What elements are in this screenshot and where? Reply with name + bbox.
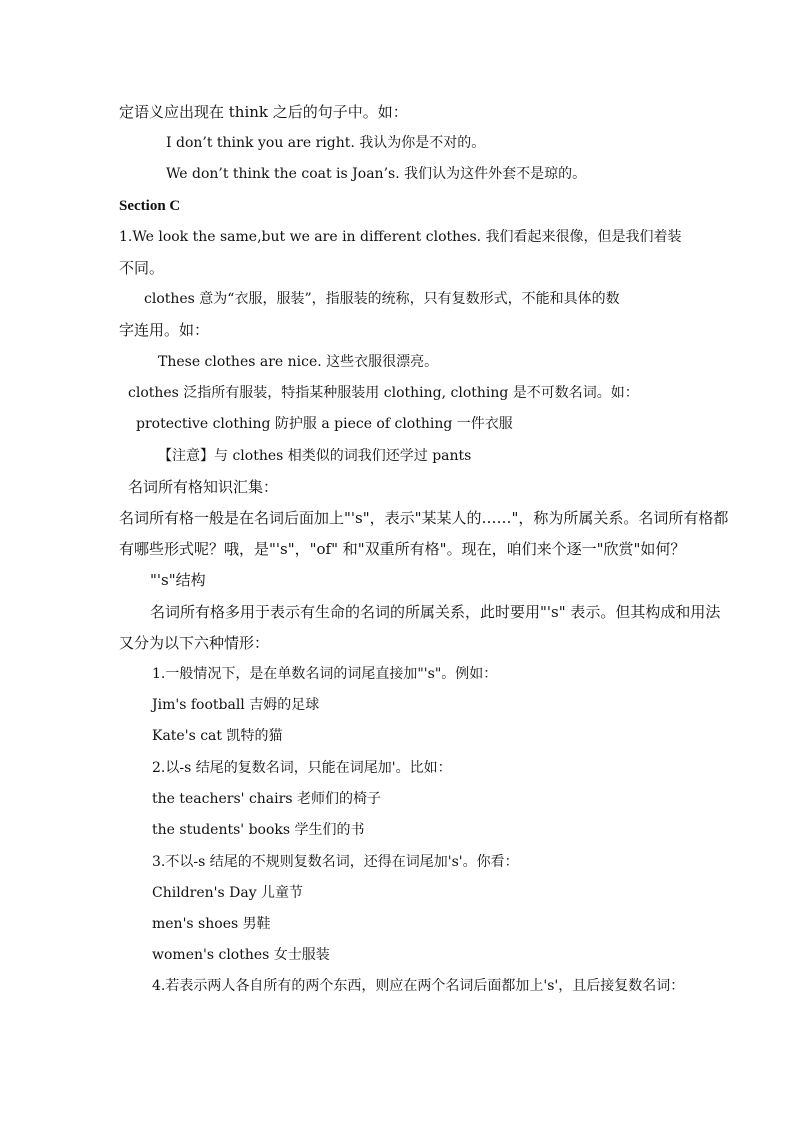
topic-heading: 名词所有格知识汇集： [128,478,279,496]
rule-line: 2.以-s 结尾的复数名词，只能在词尾加'。比如： [152,760,452,776]
section-heading: Section C [119,198,181,214]
example-sentence: I don’t think you are right. 我认为你是不对的。 [166,135,486,151]
subheading-line: "'s"结构 [150,571,206,589]
paragraph-line: clothes 泛指所有服装，特指某种服装用 clothing, clothing 是不可数名词。如： [128,385,639,401]
example-line: the teachers' chairs 老师们的椅子 [152,791,381,807]
example-line: Children's Day 儿童节 [152,885,304,901]
paragraph-line: 不同。 [119,259,165,277]
rule-line: 3.不以-s 结尾的不规则复数名词，还得在词尾加's'。你看： [152,854,519,870]
example-line: the students' books 学生们的书 [152,822,365,838]
paragraph-line: 名词所有格多用于表示有生命的名词的所属关系，此时要用"'s" 表示。但其构成和用法 [150,603,721,621]
note-line: 【注意】与 clothes 相类似的词我们还学过 pants [158,448,472,464]
paragraph-line: 1.We look the same,but we are in different clothes. 我们看起来很像，但是我们着装 [119,229,682,245]
paragraph-line: 名词所有格一般是在名词后面加上"'s"，表示"某某人的……"，称为所属关系。名词所有格都 [119,509,729,527]
example-line: Jim's football 吉姆的足球 [152,697,320,713]
example-line: men's shoes 男鞋 [152,916,271,932]
rule-line: 1.一般情况下，是在单数名词的词尾直接加"'s"。例如： [152,666,498,682]
example-line: women's clothes 女士服装 [152,947,330,963]
example-phrases: protective clothing 防护服 a piece of clothing 一件衣服 [136,416,513,432]
rule-line: 4.若表示两人各自所有的两个东西，则应在两个名词后面都加上's'，且后接复数名词： [152,978,685,994]
paragraph-line: clothes 意为“衣服，服装”，指服装的统称，只有复数形式，不能和具体的数 [144,291,620,307]
example-line: Kate's cat 凯特的猫 [152,728,283,744]
paragraph-line: 又分为以下六种情形： [119,634,270,652]
paragraph-line: 字连用。如： [119,321,210,339]
example-sentence: These clothes are nice. 这些衣服很漂亮。 [158,354,439,370]
paragraph-line: 有哪些形式呢？哦，是"'s"，"of" 和"双重所有格"。现在，咱们来个逐一"欣赏"如何？ [119,540,686,558]
example-sentence: We don’t think the coat is Joan’s. 我们认为这件外套不是琼的。 [166,166,587,182]
paragraph-line: 定语义应出现在 think 之后的句子中。如： [119,103,408,121]
